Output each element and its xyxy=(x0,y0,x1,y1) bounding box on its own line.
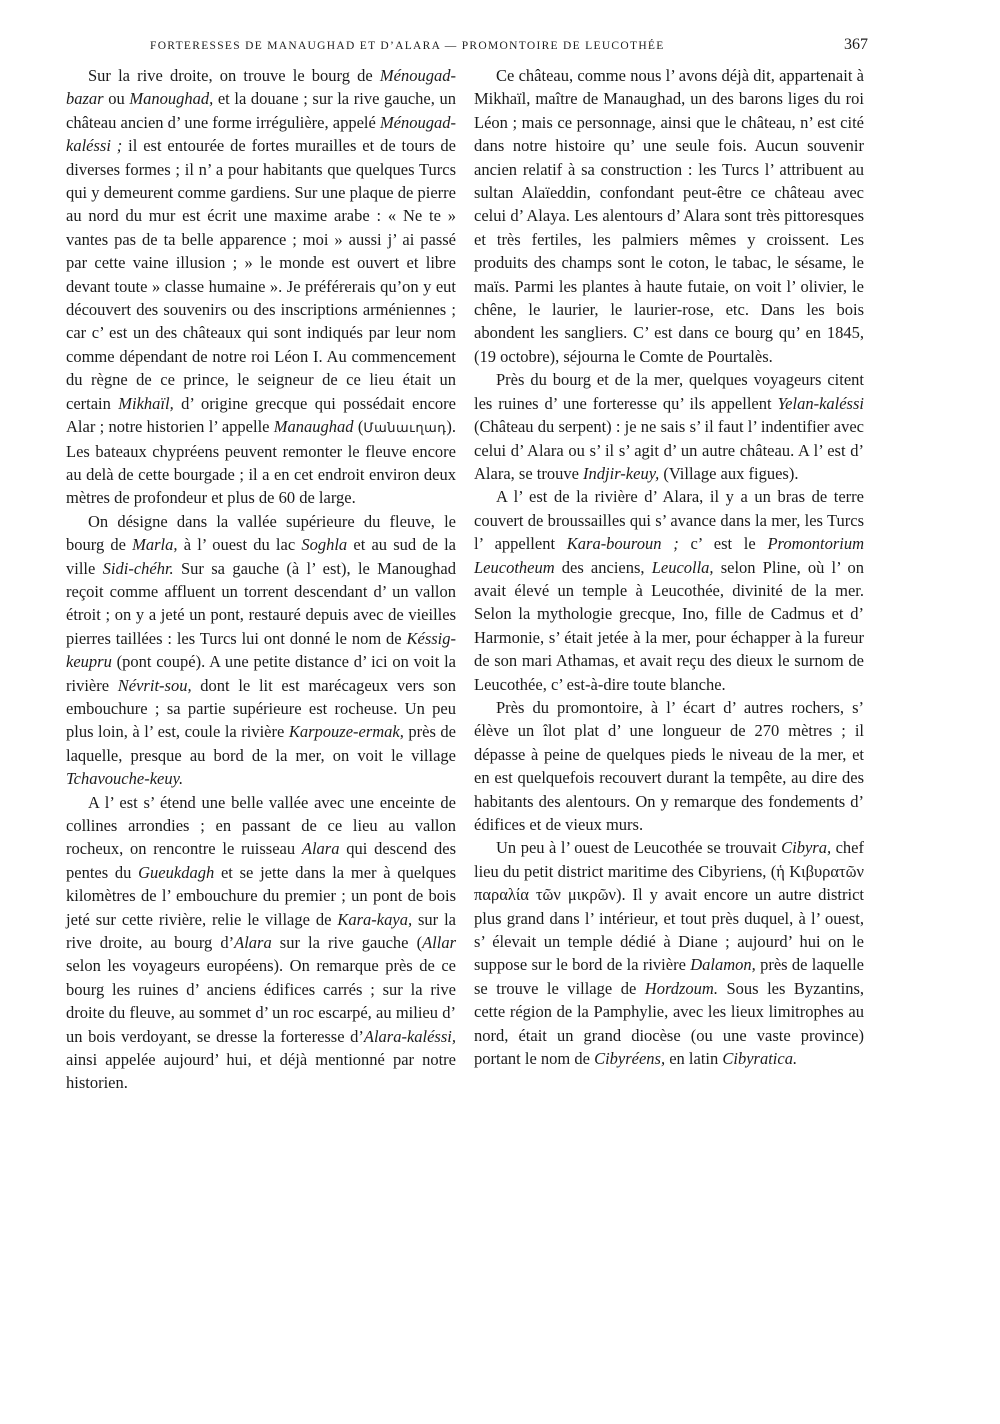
paragraph: A l’ est s’ étend une belle vallée avec une enceinte de collines arrondies ; en passant de ce lieu au vallon rocheux, on rencontre le ruisseau Alara qui descend des pentes du Gueukdagh et se jette dans la mer à quelques kilomètres de l’ embouchure du premier ; un pont de bois jeté sur cette rivière, relie le village de Kara-kaya, sur la rive droite, au bourg d’Alara sur la rive gauche (Allar selon les voyageurs européens). On remarque près de ce bourg les ruines d’ anciens édifices carrés ; sur la rive droite du fleuve, au sommet d’ un roc escarpé, au milieu d’ un bois verdoyant, se dresse la forteresse d’Alara-kaléssi, ainsi appelée aujourd’ hui, et déjà mentionné par notre historien. xyxy=(66,792,456,1093)
paragraph: Près du promontoire, à l’ écart d’ autres rochers, s’ élève un îlot plat d’ une longueur de 270 mètres ; il dépasse à peine de quelques pieds le niveau de la mer, et en est quelquefois recouvert durant la tempête, au dire des habitants des alentours. On y remarque des fondements d’ édifices et de vieux murs. xyxy=(474,697,864,834)
left-column xyxy=(66,64,456,1095)
paragraph: Ce château, comme nous l’ avons déjà dit, appartenait à Mikhaïl, maître de Manaughad, un des barons liges du roi Léon ; mais ce personnage, ainsi que le château, n’ est cité dans notre histoire qu’ une seule fois. Aucun souvenir ancien relatif à sa construction : les Turcs l’ attribuent au sultan Alaïeddin, confondant peut-être ce château avec celui d’ Alaya. Les alentours d’ Alara sont très pittoresques et très fertiles, les palmiers mêmes y croissent. Les produits des champs sont le coton, le tabac, le sésame, le maïs. Parmi les plantes à haute futaie, on voit l’ olivier, le chêne, le laurier, le laurier-rose, etc. Dans les bois abondent les sangliers. C’ est dans ce bourg qu’ en 1845, (19 octobre), séjourna le Comte de Pourtalès. xyxy=(474,66,864,366)
paragraph: Près du bourg et de la mer, quelques voyageurs citent les ruines d’ une forteresse qu’ ils appellent Yelan-kaléssi (Château du serpent) : je ne sais s’ il faut l’ indentifier avec celui d’ Alara ou s’ il s’ agit d’ un autre château. A l’ est d’ Alara, se trouve Indjir-keuy, (Village aux figues). xyxy=(474,370,864,483)
paragraph: A l’ est de la rivière d’ Alara, il y a un bras de terre couvert de broussailles qui s’ avance dans la mer, les Turcs l’ appellent Kara-bouroun ; c’ est le Promontorium Leucotheum des anciens, Leucolla, selon Pline, où l’ on avait élevé un temple à Leucothée, divinité de la mer. Selon la mythologie grecque, Ino, fille de Cadmus et d’ Harmonie, s’ était jetée à la mer, pour échapper à la fureur de son mari Athamas, et avait reçu des dieux le surnom de Leucothée, c’ est-à-dire toute blanche. xyxy=(474,487,864,694)
armenian-name: Մանաւղադ xyxy=(363,420,447,436)
paragraph: Sur la rive droite, on trouve le bourg de Ménougad-bazar ou Manoughad, et la douane ; sur la rive gauche, un château ancien d’ une forme irrégulière, appelé Ménougad-kaléssi ; il est entourée de fortes murailles et de tours de diverses formes ; il n’ a pour habitants que quelques Turcs qui y demeurent comme gardiens. Sur une plaque de pierre au nord du mur est écrit une maxime arabe : « Ne te » vantes pas de ta belle apparence ; moi » aussi j’ ai passé par cette vaine illusion ; » le monde est ouvert et libre devant toute » classe humaine ». Je préférerais qu’on y eut découvert des souvenirs ou des inscriptions arméniennes ; car c’ est un des châteaux qui sont indiqués par leur nom comme dépendant de notre roi Léon I. Au commencement du règne de ce prince, le seigneur de ce lieu était un certain Mikhaïl, d’ origine grecque qui possédait encore Alar ; notre historien l’ appelle Manaughad (Մանաւղադ). Les bateaux chypréens peuvent remonter le fleuve encore au delà de cette bourgade ; il a en cet endroit environ deux mètres de profondeur et plus de 60 de large. xyxy=(66,66,457,508)
running-title: FORTERESSES DE MANAUGHAD ET D’ALARA — PROMONTOIRE DE LEUCOTHÉE xyxy=(150,40,665,52)
page-header xyxy=(66,36,876,60)
page-number: 367 xyxy=(844,36,868,53)
paragraph: Un peu à l’ ouest de Leucothée se trouvait Cibyra, chef lieu du petit district maritime des Cibyriens, (ἡ Κιβυρατῶν παραλία τῶν μικρῶν). Il y avait encore un autre district plus grand dans l’ intérieur, et tout près duquel, à l’ ouest, s’ élevait un temple dédié à Diane ; aujourd’ hui on le suppose sur le bord de la rivière Dalamon, près de laquelle se trouve le village de Hordzoum. Sous les Byzantins, cette région de la Pamphylie, avec les lieux limitrophes au nord, était un grand diocèse (ou une vaste province) portant le nom de Cibyréens, en latin Cibyratica. xyxy=(474,838,865,1069)
right-column xyxy=(474,64,864,1070)
paragraph: On désigne dans la vallée supérieure du fleuve, le bourg de Marla, à l’ ouest du lac Soghla et au sud de la ville Sidi-chéhr. Sur sa gauche (à l’ est), le Manoughad reçoit comme affluent un torrent descendant d’ un vallon étroit ; on y a jeté un pont, restauré depuis avec de vieilles pierres taillées : les Turcs lui ont donné le nom de Késsig-keupru (pont coupé). A une petite distance d’ ici on voit la rivière Névrit-sou, dont le lit est marécageux vers son embouchure ; sa partie supérieure est rocheuse. Un peu plus loin, à l’ est, coule la rivière Karpouze-ermak, près de laquelle, presque au bord de la mer, on voit le village Tchavouche-keuy. xyxy=(66,511,457,789)
